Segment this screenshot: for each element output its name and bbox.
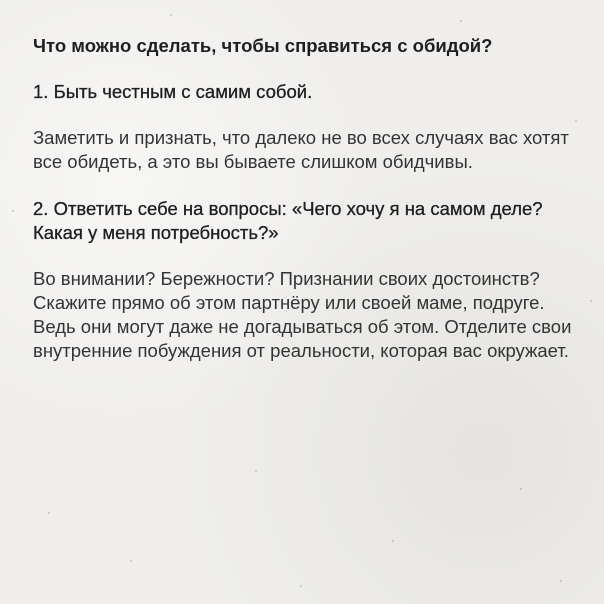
section-2-body: Во внимании? Бережности? Признании своих достоинств? Скажите прямо об этом партнёру или своей маме, подруге. Ведь они могут даже не догадываться об этом. Отделите свои внутренние побуждения от реальности, которая вас окружает. xyxy=(33,268,572,361)
article-content xyxy=(33,34,588,386)
section-1-body: Заметить и признать, что далеко не во всех случаях вас хотят все обидеть, а это вы бываете слишком обидчивы. xyxy=(33,127,569,172)
section-1-title: 1. Быть честным с самим собой. xyxy=(33,81,313,102)
article-heading: Что можно сделать, чтобы справиться с обидой? xyxy=(33,35,493,56)
section-2-title: 2. Ответить себе на вопросы: «Чего хочу я на самом деле? Какая у меня потребность?» xyxy=(33,198,543,243)
